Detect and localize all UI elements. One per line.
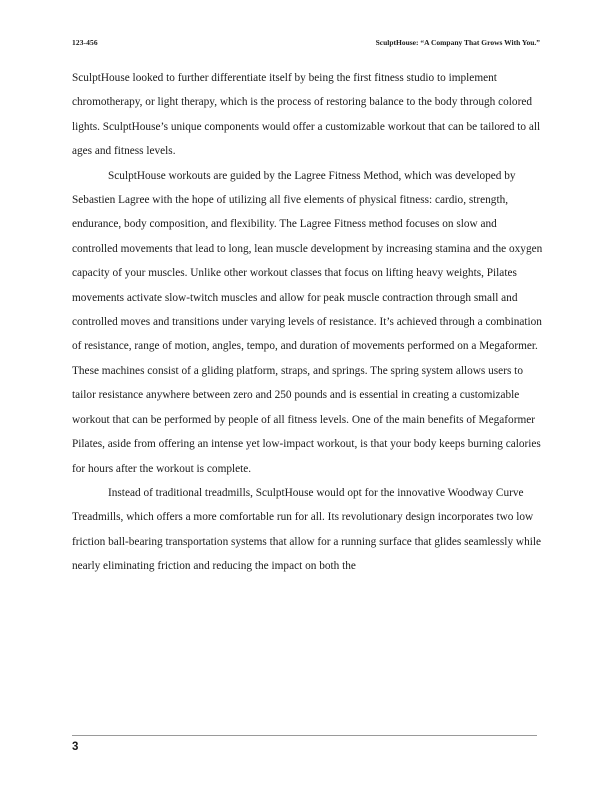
footer-divider (72, 735, 537, 736)
page-number: 3 (72, 741, 79, 753)
document-number: 123-456 (72, 38, 98, 47)
paragraph-lagree-method: SculptHouse workouts are guided by the Lagree Fitness Method, which was developed by Sebastien Lagree with the hope of utilizing all five elements of physical fitness: cardio, strength, endurance, body composition, and flexibility. The Lagree Fitness method focuses on slow and controlled movements that lead to long, lean muscle development by increasing stamina and the oxygen capacity of your muscles. Unlike other workout classes that focus on lifting heavy weights, Pilates movements activate slow-twitch muscles and allow for peak muscle contraction through small and controlled moves and transitions under varying levels of resistance. It’s achieved through a combination of resistance, range of motion, angles, tempo, and duration of movements performed on a Megaformer. These machines consist of a gliding platform, straps, and springs. The spring system allows users to tailor resistance anywhere between zero and 250 pounds and is essential in creating a customizable workout that can be performed by people of all fitness levels. One of the main benefits of Megaformer Pilates, aside from offering an intense yet low-impact workout, is that your body keeps burning calories for hours after the workout is complete. (72, 169, 543, 475)
running-header-title: SculptHouse: “A Company That Grows With You.” (375, 38, 540, 47)
paragraph-chromotherapy: SculptHouse looked to further differentiate itself by being the first fitness studio to implement chromotherapy, or light therapy, which is the process of restoring balance to the body through colored lights. SculptHouse’s unique components would offer a customizable workout that can be tailored to all ages and fitness levels. (72, 72, 541, 158)
paragraph-woodway-treadmills: Instead of traditional treadmills, SculptHouse would opt for the innovative Woodway Curve Treadmills, which offers a more comfortable run for all. Its revolutionary design incorporates two low friction ball-bearing transportation systems that allow for a running surface that glides seamlessly while nearly eliminating friction and reducing the impact on both the (72, 486, 542, 573)
document-body (72, 66, 544, 579)
